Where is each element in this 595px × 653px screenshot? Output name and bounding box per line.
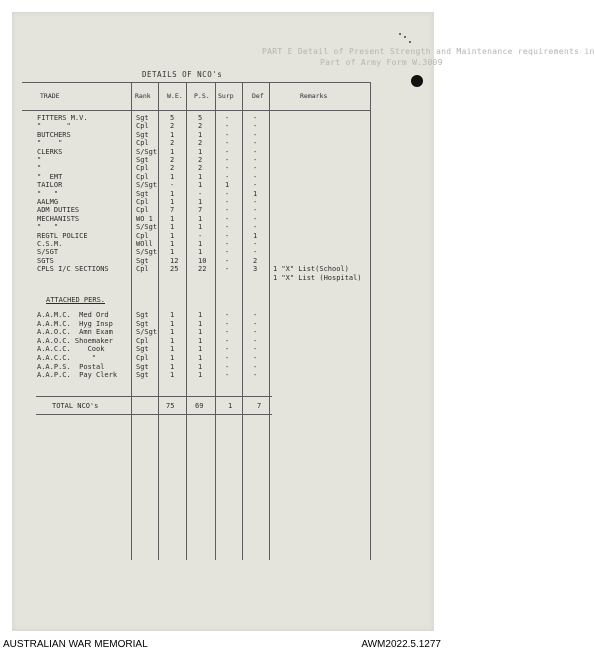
cell-def: - xyxy=(253,147,258,156)
column-divider xyxy=(186,82,187,560)
cell-trade: BUTCHERS xyxy=(37,130,71,139)
cell-rank: Cpl xyxy=(136,336,149,345)
cell-we: 1 xyxy=(170,198,175,206)
footer-accession-number: AWM2022.5.1277 xyxy=(361,639,441,650)
cell-rank: Cpl xyxy=(136,122,149,131)
cell-surp: - xyxy=(225,371,230,380)
cell-ps: 1 xyxy=(198,345,203,354)
cell-trade: A.A.M.C. Med Ord xyxy=(37,311,109,319)
cell-ps: 1 xyxy=(198,223,203,232)
cell-ps: 1 xyxy=(198,248,203,257)
cell-rank: Sgt xyxy=(136,130,149,139)
cell-rank: Cpl xyxy=(136,354,149,362)
cell-we: 1 xyxy=(170,336,175,345)
cell-remarks: 1 "X" List(School) xyxy=(273,265,349,274)
cell-def: - xyxy=(253,240,258,248)
cell-rank: Cpl xyxy=(136,164,149,173)
cell-trade: A.A.C.C. " xyxy=(37,354,97,362)
cell-trade: " " xyxy=(37,139,63,148)
cell-ps: 1 xyxy=(198,336,203,345)
cell-we: 1 xyxy=(170,311,175,319)
cell-trade: CLERKS xyxy=(37,147,63,156)
cell-surp: - xyxy=(225,139,230,148)
cell-we: 7 xyxy=(170,206,175,215)
cell-we: 25 xyxy=(170,265,179,274)
cell-def: - xyxy=(253,139,258,148)
cell-trade: A.A.O.C. Shoemaker xyxy=(37,336,113,345)
cell-def: - xyxy=(253,223,258,232)
ink-speck xyxy=(409,41,411,43)
cell-ps: 1 xyxy=(198,172,203,181)
cell-def: - xyxy=(253,214,258,223)
cell-we: 1 xyxy=(170,214,175,223)
cell-rank: S/Sgt xyxy=(136,147,158,156)
cell-rank: Sgt xyxy=(136,371,149,380)
cell-ps: 7 xyxy=(198,206,203,215)
cell-surp: - xyxy=(225,164,230,173)
cell-we: 1 xyxy=(170,240,175,248)
cell-surp: - xyxy=(225,336,230,345)
column-divider xyxy=(242,82,243,560)
column-header: Def xyxy=(252,92,264,100)
cell-def: - xyxy=(253,181,258,190)
footer-institution: AUSTRALIAN WAR MEMORIAL xyxy=(3,639,148,650)
column-divider xyxy=(131,82,132,560)
cell-trade: " " xyxy=(37,122,71,131)
cell-trade: " xyxy=(37,164,42,173)
column-header: P.S. xyxy=(194,92,210,100)
cell-trade: A.A.P.S. Postal xyxy=(37,362,105,371)
bleed-through-line-1: PART E Detail of Present Strength and Maintenance requirements in xyxy=(262,47,595,56)
cell-rank: Cpl xyxy=(136,139,149,148)
cell-surp: - xyxy=(225,172,230,181)
cell-rank: Sgt xyxy=(136,156,149,164)
cell-ps: 1 xyxy=(198,130,203,139)
punch-hole xyxy=(411,75,423,87)
cell-def: 1 xyxy=(253,189,258,198)
cell-def: - xyxy=(253,130,258,139)
cell-ps: - xyxy=(198,231,203,240)
cell-trade: CPLS I/C SECTIONS xyxy=(37,265,109,274)
cell-def: 3 xyxy=(253,265,258,274)
cell-trade: A.A.M.C. Hyg Insp xyxy=(37,319,113,328)
cell-ps: 1 xyxy=(198,311,203,319)
cell-trade: MECHANISTS xyxy=(37,214,80,223)
cell-ps: 1 xyxy=(198,198,203,206)
cell-ps: 2 xyxy=(198,122,203,131)
table-header-rule xyxy=(22,110,371,111)
cell-ps: 2 xyxy=(198,139,203,148)
cell-ps: 1 xyxy=(198,371,203,380)
cell-surp: - xyxy=(225,311,230,319)
column-header: Rank xyxy=(135,92,151,100)
cell-trade: A.A.P.C. Pay Clerk xyxy=(37,371,118,380)
cell-rank: Cpl xyxy=(136,172,149,181)
cell-we: 1 xyxy=(170,328,175,337)
cell-def: - xyxy=(253,156,258,164)
cell-we: 1 xyxy=(170,223,175,232)
column-header: W.E. xyxy=(167,92,183,100)
cell-ps: 1 xyxy=(198,319,203,328)
cell-ps: 1 xyxy=(198,354,203,362)
cell-rank: Sgt xyxy=(136,114,149,122)
cell-we: - xyxy=(170,181,175,190)
cell-surp: 1 xyxy=(225,181,230,190)
total-bottom-rule xyxy=(36,414,272,415)
cell-trade: S/SGT xyxy=(37,248,59,257)
total-surp: 1 xyxy=(228,402,233,410)
cell-def: - xyxy=(253,248,258,257)
cell-we: 1 xyxy=(170,354,175,362)
column-divider xyxy=(215,82,216,560)
cell-we: 2 xyxy=(170,164,175,173)
cell-trade: " " xyxy=(37,189,59,198)
cell-surp: - xyxy=(225,223,230,232)
cell-rank: S/Sgt xyxy=(136,181,158,190)
cell-we: 1 xyxy=(170,172,175,181)
cell-surp: - xyxy=(225,156,230,164)
cell-trade: " EMT xyxy=(37,172,63,181)
total-def: 7 xyxy=(257,402,262,410)
cell-def: - xyxy=(253,362,258,371)
cell-def: - xyxy=(253,198,258,206)
total-we: 75 xyxy=(166,402,175,410)
cell-we: 1 xyxy=(170,231,175,240)
document-title: DETAILS OF NCO's xyxy=(142,70,223,79)
cell-trade: TAILOR xyxy=(37,181,63,190)
cell-rank: Cpl xyxy=(136,198,149,206)
cell-trade: C.S.M. xyxy=(37,240,63,248)
cell-ps: 2 xyxy=(198,164,203,173)
cell-def: - xyxy=(253,311,258,319)
cell-def: - xyxy=(253,164,258,173)
cell-surp: - xyxy=(225,198,230,206)
cell-surp: - xyxy=(225,231,230,240)
cell-ps: 5 xyxy=(198,114,203,122)
cell-ps: 2 xyxy=(198,156,203,164)
cell-ps: - xyxy=(198,189,203,198)
bleed-through-line-2: Part of Army Form W.3009 xyxy=(320,58,443,67)
cell-we: 1 xyxy=(170,371,175,380)
cell-rank: Cpl xyxy=(136,231,149,240)
cell-surp: - xyxy=(225,354,230,362)
cell-def: - xyxy=(253,345,258,354)
cell-rank: Sgt xyxy=(136,256,149,265)
cell-trade: FITTERS M.V. xyxy=(37,114,88,122)
cell-def: - xyxy=(253,114,258,122)
cell-we: 1 xyxy=(170,248,175,257)
cell-ps: 10 xyxy=(198,256,207,265)
cell-surp: - xyxy=(225,248,230,257)
cell-def: - xyxy=(253,371,258,380)
cell-we: 1 xyxy=(170,147,175,156)
cell-def: - xyxy=(253,122,258,131)
cell-def: - xyxy=(253,354,258,362)
cell-we: 1 xyxy=(170,362,175,371)
cell-def: - xyxy=(253,172,258,181)
cell-we: 2 xyxy=(170,156,175,164)
cell-rank: S/Sgt xyxy=(136,328,158,337)
cell-we: 1 xyxy=(170,319,175,328)
table-right-border xyxy=(370,82,371,560)
cell-trade: AALMG xyxy=(37,198,59,206)
column-divider xyxy=(158,82,159,560)
ink-speck xyxy=(404,36,406,38)
cell-rank: Cpl xyxy=(136,265,149,274)
cell-surp: - xyxy=(225,114,230,122)
cell-rank: Sgt xyxy=(136,319,149,328)
cell-def: - xyxy=(253,328,258,337)
cell-surp: - xyxy=(225,214,230,223)
column-header: TRADE xyxy=(40,92,60,100)
cell-we: 1 xyxy=(170,345,175,354)
cell-ps: 1 xyxy=(198,362,203,371)
cell-rank: Sgt xyxy=(136,362,149,371)
cell-ps: 1 xyxy=(198,147,203,156)
cell-surp: - xyxy=(225,122,230,131)
cell-surp: - xyxy=(225,130,230,139)
cell-we: 1 xyxy=(170,189,175,198)
cell-surp: - xyxy=(225,240,230,248)
cell-ps: 22 xyxy=(198,265,207,274)
cell-ps: 1 xyxy=(198,240,203,248)
cell-surp: - xyxy=(225,362,230,371)
cell-trade: SGTS xyxy=(37,256,54,265)
cell-trade: REGTL POLICE xyxy=(37,231,88,240)
total-top-rule xyxy=(36,396,272,397)
cell-rank: Sgt xyxy=(136,311,149,319)
cell-def: - xyxy=(253,206,258,215)
cell-we: 2 xyxy=(170,139,175,148)
cell-trade: " xyxy=(37,156,42,164)
total-label: TOTAL NCO's xyxy=(52,402,99,410)
cell-surp: - xyxy=(225,147,230,156)
cell-trade: " " xyxy=(37,223,59,232)
cell-def: - xyxy=(253,336,258,345)
cell-ps: 1 xyxy=(198,214,203,223)
cell-rank: Sgt xyxy=(136,345,149,354)
cell-trade: A.A.C.C. Cook xyxy=(37,345,105,354)
cell-remarks: 1 "X" List (Hospital) xyxy=(273,273,362,282)
cell-surp: - xyxy=(225,328,230,337)
cell-we: 12 xyxy=(170,256,179,265)
table-top-rule xyxy=(22,82,371,83)
column-header: Surp xyxy=(218,92,234,100)
cell-def: - xyxy=(253,319,258,328)
cell-rank: WO 1 xyxy=(136,214,153,223)
cell-ps: 1 xyxy=(198,328,203,337)
cell-trade: ADM DUTIES xyxy=(37,206,80,215)
column-header: Remarks xyxy=(300,92,328,100)
cell-surp: - xyxy=(225,345,230,354)
cell-ps: 1 xyxy=(198,181,203,190)
cell-rank: Sgt xyxy=(136,189,149,198)
cell-surp: - xyxy=(225,189,230,198)
cell-surp: - xyxy=(225,265,230,274)
total-ps: 69 xyxy=(195,402,204,410)
cell-rank: Cpl xyxy=(136,206,149,215)
cell-def: 2 xyxy=(253,256,258,265)
cell-rank: S/Sgt xyxy=(136,223,158,232)
ink-speck xyxy=(399,33,401,35)
cell-rank: WOll xyxy=(136,240,153,248)
cell-we: 1 xyxy=(170,130,175,139)
cell-trade: A.A.O.C. Amn Exam xyxy=(37,328,113,337)
cell-surp: - xyxy=(225,256,230,265)
cell-we: 2 xyxy=(170,122,175,131)
cell-surp: - xyxy=(225,319,230,328)
column-divider xyxy=(269,82,270,560)
cell-we: 5 xyxy=(170,114,175,122)
attached-personnel-heading: ATTACHED PERS. xyxy=(46,296,106,304)
cell-def: 1 xyxy=(253,231,258,240)
cell-rank: S/Sgt xyxy=(136,248,158,257)
cell-surp: - xyxy=(225,206,230,215)
